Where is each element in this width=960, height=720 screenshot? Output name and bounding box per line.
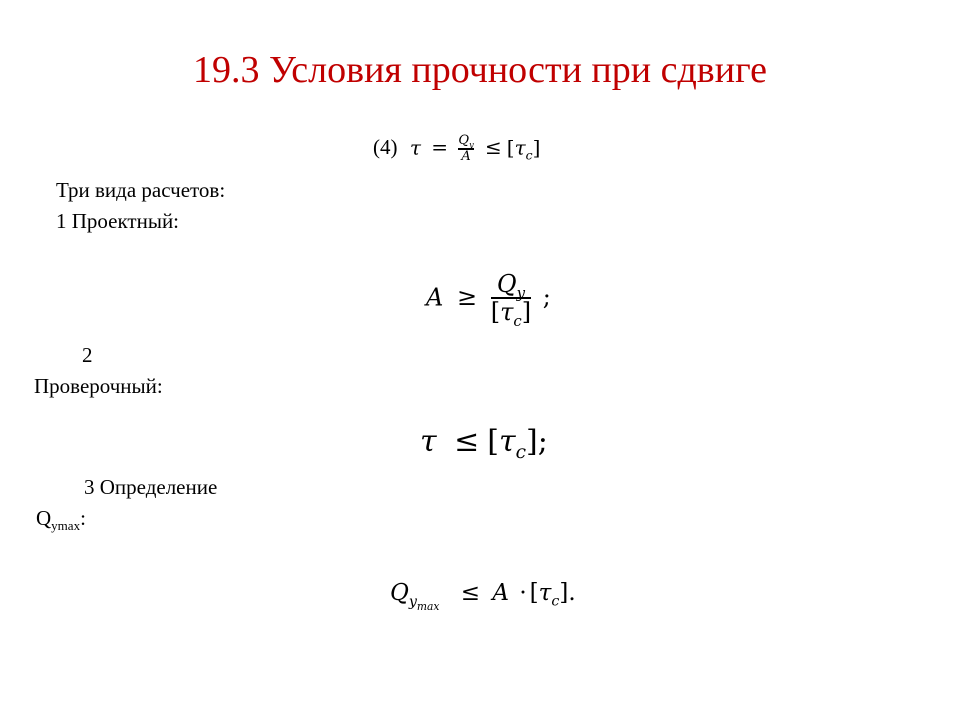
design-formula bbox=[426, 270, 551, 330]
check-formula: $\tau \le [\tau_c]$; bbox=[420, 424, 548, 463]
less-equal-sign: ≤ bbox=[485, 135, 502, 160]
less-equal-sign: ≤ bbox=[454, 424, 480, 459]
check-calc-number: 2 bbox=[82, 343, 93, 367]
multiply-dot: · bbox=[519, 580, 527, 606]
load-calc-label: 3 Определение bbox=[84, 475, 218, 499]
load-calc-q: $Q_{ymax}$: bbox=[36, 506, 86, 534]
design-fraction bbox=[490, 270, 532, 330]
fraction-numerator: $Q_y$ bbox=[458, 133, 474, 150]
less-equal-sign: ≤ bbox=[460, 580, 481, 606]
slide-title: 19.3 Условия прочности при сдвиге bbox=[192, 49, 768, 91]
calc-types-heading: Три вида расчетов: bbox=[56, 178, 226, 202]
tau-symbol: τ bbox=[420, 424, 437, 459]
check-calc-label: Проверочный: bbox=[34, 374, 163, 398]
fraction-numerator: $Q_y$ bbox=[496, 270, 525, 302]
greater-equal-sign: ≥ bbox=[456, 283, 478, 312]
tau-symbol: τ bbox=[409, 135, 421, 160]
load-symbol: $Q_{y_{max}}$ bbox=[390, 580, 440, 613]
equals-sign: = bbox=[431, 135, 449, 160]
fraction-denominator: $[\tau_c]$ bbox=[490, 298, 532, 330]
fraction-denominator: A bbox=[461, 148, 471, 164]
strength-condition-formula: (4) τ = $\frac{Q_y}{A}$ ≤ $[\tau_c]$ bbox=[373, 133, 541, 164]
design-calc-label: 1 Проектный: bbox=[56, 209, 180, 233]
area-symbol: A bbox=[426, 283, 444, 312]
shear-stress-fraction bbox=[458, 134, 473, 164]
semicolon: ; bbox=[542, 283, 551, 312]
formula-label: (4) bbox=[373, 135, 398, 160]
area-symbol: A bbox=[492, 580, 509, 606]
max-load-formula: $Q_{y_{max}} \le A \cdot [\tau_c]$. bbox=[390, 580, 576, 613]
